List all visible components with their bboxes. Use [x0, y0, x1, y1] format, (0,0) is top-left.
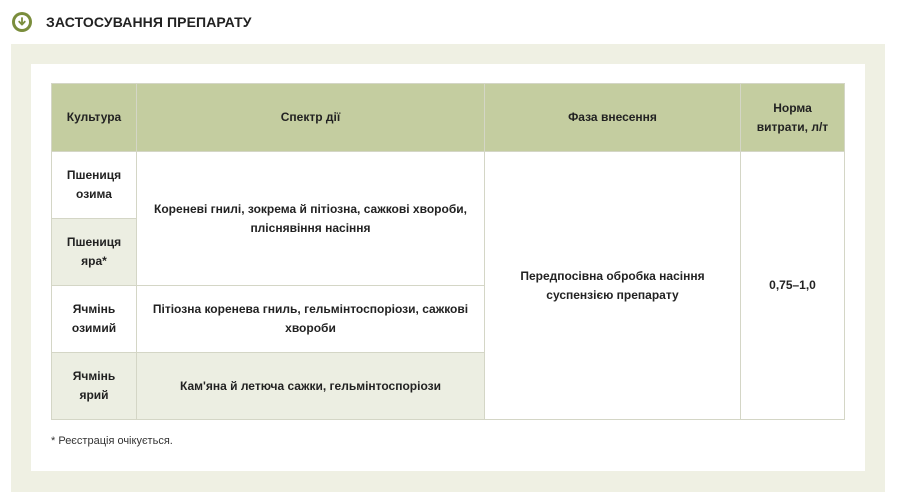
- spectrum-cell: Пітіозна коренева гниль, гельмінтоспоріози, сажкові хвороби: [137, 286, 485, 353]
- spectrum-cell: Кореневі гнилі, зокрема й пітіозна, сажкові хвороби, пліснявіння насіння: [137, 152, 485, 286]
- section-panel: [11, 44, 885, 492]
- header-rate: Норма витрати, л/т: [741, 84, 845, 152]
- section-title[interactable]: ЗАСТОСУВАННЯ ПРЕПАРАТУ: [46, 14, 252, 30]
- crop-cell: Ячмінь озимий: [52, 286, 137, 353]
- phase-cell: Передпосівна обробка насіння суспензією препарату: [485, 152, 741, 420]
- table-header-row: [52, 84, 845, 152]
- spectrum-cell: Кам'яна й летюча сажки, гельмінтоспоріози: [137, 353, 485, 420]
- content-card: [31, 64, 865, 471]
- registration-footnote: * Реєстрація очікується.: [51, 435, 173, 447]
- rate-cell: 0,75–1,0: [741, 152, 845, 420]
- crop-cell: Пшениця яра*: [52, 219, 137, 286]
- header-phase: Фаза внесення: [485, 84, 741, 152]
- table-row: [52, 152, 845, 219]
- section-header[interactable]: [12, 11, 252, 33]
- header-crop: Культура: [52, 84, 137, 152]
- crop-cell: Ячмінь ярий: [52, 353, 137, 420]
- crop-cell: Пшениця озима: [52, 152, 137, 219]
- arrow-down-circle-icon[interactable]: [12, 12, 32, 32]
- application-table: [51, 83, 845, 420]
- header-spectrum: Спектр дії: [137, 84, 485, 152]
